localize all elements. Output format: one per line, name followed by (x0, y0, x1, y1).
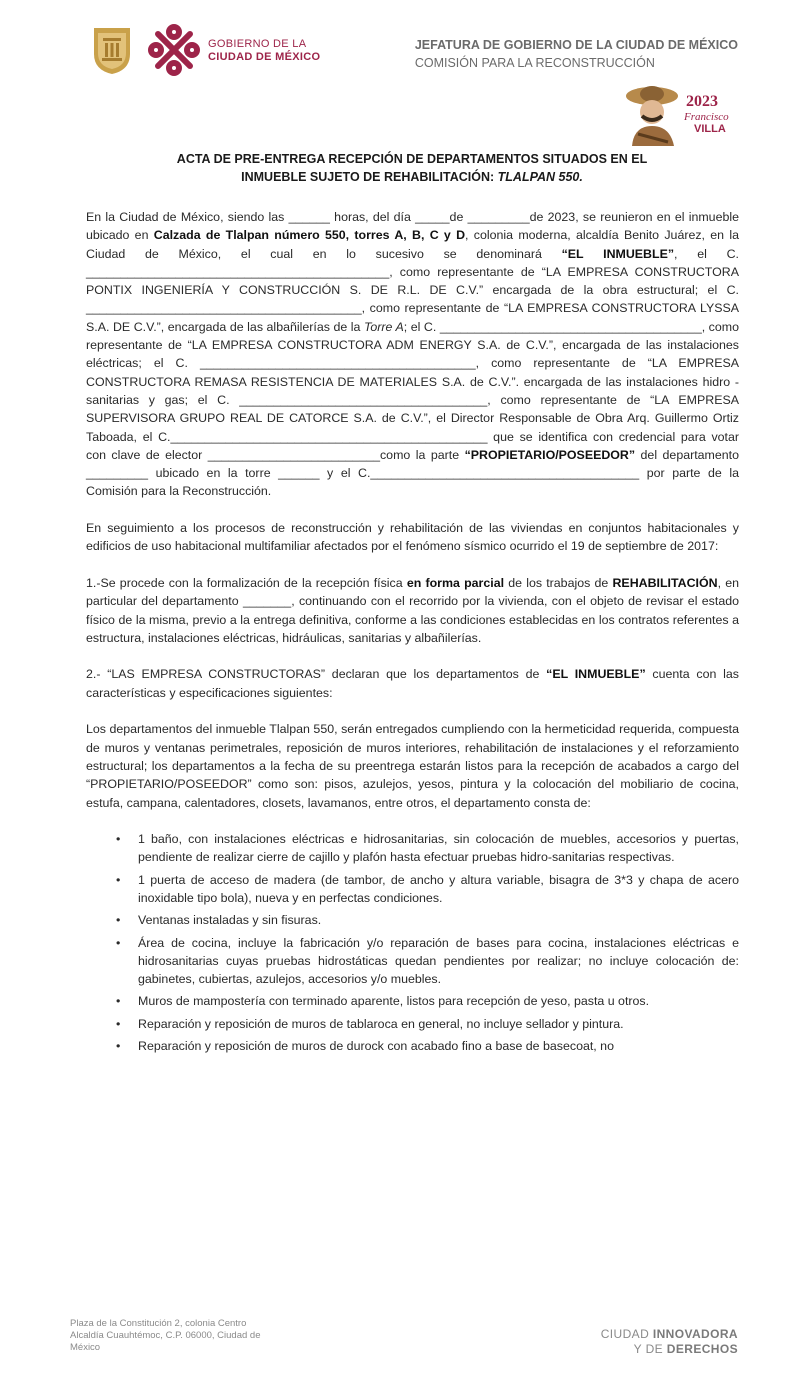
p3-b1: en forma parcial (406, 575, 505, 590)
p3-t1: 1.-Se procede con la formalización de la recepción física (86, 575, 407, 590)
bullet-icon (116, 911, 126, 929)
bullet-icon (116, 830, 126, 848)
slogan-2-bold: DERECHOS (666, 1342, 738, 1356)
gobierno-cdmx-wordmark (208, 38, 320, 64)
list-item (86, 830, 739, 867)
slogan-line-1 (601, 1327, 738, 1342)
p1-t1: En la Ciudad de México, siendo las ______ horas, del día _____de _________de 2023, se reunieron en el inmueble ubicado en (86, 210, 739, 243)
slogan-1-normal: CIUDAD (600, 1327, 653, 1341)
footer-addr-line-2: Alcaldía Cuauhtémoc, C.P. 06000, Ciudad de (70, 1330, 261, 1341)
cdmx-knot-logo (148, 24, 200, 76)
paragraph-punto-1 (86, 574, 739, 647)
footer-addr-line-3: México (70, 1342, 101, 1353)
title-line-2 (86, 168, 738, 186)
bullet-icon (116, 934, 126, 952)
p1-t3: , el C. ____________________________________________, como representante de “LA EMPRESA CONSTRUCTORA PONTIX INGENIERÍA Y CONSTRUCCIÓN S. DE R.L. DE C.V.” encargada de la obra estructural; el C. ________________________________________, como representante de “LA EMPRESA CONSTRUCTORA LYSSA S.A. DE C.V.”, encargada de las albañilerías de la (86, 246, 739, 334)
slogan-line-2 (601, 1342, 738, 1357)
paragraph-punto-2 (86, 665, 739, 702)
p3-t2: de los trabajos de (504, 575, 613, 590)
list-item-text: Muros de mampostería con terminado aparente, listos para recepción de yeso, pasta u otros. (138, 994, 650, 1009)
paragraph-especificaciones: Los departamentos del inmueble Tlalpan 550, serán entregados cumpliendo con la hermeticidad requerida, compuesta de muros y ventanas perimetrales, reposición de muros interiores, rehabilitación de instalaciones y el reforzamiento estructural; los departamentos a la fecha de su preentrega estarán listos para la recepción de acabados a cargo del “PROPIETARIO/POSEEDOR” como son: pisos, azulejos, yesos, pintura y la colocación del mobiliario de cocina, estufa, campana, calentadores, closets, lavamanos, entre otros, el departamento consta de: (86, 722, 739, 810)
bullet-icon (116, 992, 126, 1010)
title-line-2-prefix: INMUEBLE SUJETO DE REHABILITACIÓN: (241, 170, 498, 184)
slogan-2-normal: Y DE (633, 1342, 667, 1356)
p3-t3: , en particular del departamento _______, continuando con el recorrido por la vivienda, con el objeto de revisar el estado físico de la misma, previo a la entrega definitiva, conforme a las condiciones establecidas en los contratos referentes a estructura, instalaciones eléctricas, hidráulicas, sanitarias y albañilerías. (86, 575, 739, 645)
bullet-icon (116, 1037, 126, 1055)
gov-line-1: GOBIERNO DE LA (208, 38, 307, 50)
paragraph-antecedentes: En seguimiento a los procesos de reconstrucción y rehabilitación de las viviendas en conjuntos habitacionales y edificios de uso habitacional multifamiliar afectados por el fenómeno sísmico ocurrido el 19 de septiembre de 2017: (86, 521, 739, 554)
list-item-text: Reparación y reposición de muros de tablaroca en general, no incluye sellador y pintura. (138, 1016, 624, 1031)
title-line-2-italic: TLALPAN 550. (497, 170, 583, 184)
footer-addr-line-1: Plaza de la Constitución 2, colonia Centro (70, 1318, 247, 1329)
list-item-text: Reparación y reposición de muros de durock con acabado fino a base de basecoat, no (138, 1039, 614, 1054)
list-item (86, 1037, 739, 1055)
p4-b1: “EL INMUEBLE” (546, 667, 646, 682)
p1-b2: “EL INMUEBLE” (561, 246, 675, 261)
footer-address (70, 1318, 320, 1354)
document-body (86, 208, 739, 1059)
title-line-1: ACTA DE PRE-ENTREGA RECEPCIÓN DE DEPARTAMENTOS SITUADOS EN EL (176, 152, 648, 166)
list-item (86, 992, 739, 1010)
jefatura-line: JEFATURA DE GOBIERNO DE LA CIUDAD DE MÉXICO (414, 38, 738, 52)
header-dependencia (415, 36, 738, 72)
paragraph-comparecencia (86, 208, 739, 501)
escudo-cdmx-logo (90, 24, 134, 76)
list-item (86, 871, 739, 908)
p1-t2: , colonia moderna, alcaldía Benito Juárez, en la Ciudad de México, el cual en lo sucesivo se denominará (86, 228, 739, 261)
list-item (86, 911, 739, 929)
list-item (86, 934, 739, 989)
list-item-text: Área de cocina, incluye la fabricación y/o reparación de bases para cocina, instalaciones eléctricas e hidrosanitarias cuyas pruebas hidrostáticas quedan pendientes por realizar; no incluye colocación de: gabinetes, cubiertas, azulejos, accesorios y/o muebles. (138, 935, 739, 987)
p1-t4: ; el C. ______________________________________, como representante de “LA EMPRESA CONSTRUCTORA ADM ENERGY S.A. de C.V.”, encargada de las instalaciones eléctricas; el C. ________________________________________, como representante de “LA EMPRESA CONSTRUCTORA REMASA RESISTENCIA DE MATERIALES S.A. de C.V.”. encargada de las instalaciones hidro - sanitarias y gas; el C. ____________________________________, como representante de “LA EMPRESA SUPERVISORA GRUPO REAL DE CATORCE S.A. de C.V.”, el Director Responsable de Obra Arq. Guillermo Ortiz Taboada, el C.______________________________________________ que se identifica con credencial para votar con clave de elector _________________________como la parte (86, 319, 739, 462)
p1-i1: Torre A (363, 319, 404, 334)
p1-b1: Calzada de Tlalpan número 550, torres A, B, C y D (153, 228, 466, 243)
villa-name-1: Francisco (684, 111, 729, 123)
list-item (86, 1015, 739, 1033)
slogan-1-bold: INNOVADORA (652, 1327, 738, 1341)
list-item-text: Ventanas instaladas y sin fisuras. (138, 913, 322, 928)
bullet-list (86, 830, 739, 1055)
comision-line: COMISIÓN PARA LA RECONSTRUCCIÓN (414, 56, 655, 70)
p3-b2: REHABILITACIÓN (612, 575, 718, 590)
villa-year: 2023 (686, 93, 718, 110)
footer-slogan (601, 1327, 738, 1357)
villa-2023-logo (624, 82, 744, 146)
p4-t2: cuenta con las características y especificaciones siguientes: (86, 667, 739, 700)
document-title (86, 150, 738, 186)
bullet-icon (116, 871, 126, 889)
gov-line-2: CIUDAD DE MÉXICO (208, 51, 321, 63)
p1-b3: “PROPIETARIO/POSEEDOR” (464, 447, 636, 462)
bullet-icon (116, 1015, 126, 1033)
list-item-text: 1 puerta de acceso de madera (de tambor, de ancho y altura variable, bisagra de 3*3 y chapa de acero inoxidable tipo bola), nueva y en perfectas condiciones. (138, 872, 739, 905)
villa-name-2: VILLA (694, 123, 726, 135)
p4-t1: 2.- “LAS EMPRESA CONSTRUCTORAS” declaran que los departamentos de (86, 667, 547, 682)
list-item-text: 1 baño, con instalaciones eléctricas e hidrosanitarias, sin colocación de muebles, accesorios y puertas, pendiente de realizar cierre de cajillo y plafón hasta efectuar pruebas hidro-sanitarias respectivas. (138, 832, 739, 865)
p1-t5: del departamento _________ ubicado en la torre ______ y el C._______________________________________ por parte de la Comisión para la Reconstrucción. (86, 447, 739, 499)
